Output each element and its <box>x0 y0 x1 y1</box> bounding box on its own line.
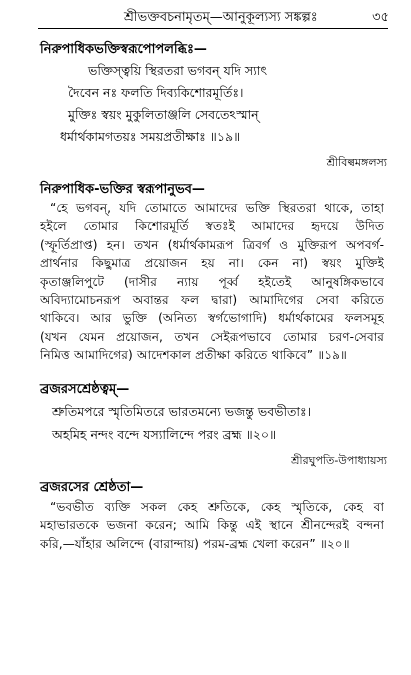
text-line: হইলে তোমার কিশোরমূর্তি স্বতঃই আমাদের হৃদয়ে উদিত <box>40 219 384 234</box>
attribution: শ্রীরঘুপতি-উপাধ্যায়স্য <box>291 454 387 467</box>
section-heading: নিরুপাধিকভক্তিস্বরূপোপলব্ধিঃ— <box>40 42 207 57</box>
text-line: মহাভারতকে ভজনা করেন; আমি কিন্তু এই স্থানে শ্রীনন্দেরই বন্দনা <box>40 518 384 533</box>
verse-line: অহমিহ নন্দং বন্দে যস্যালিন্দে পরং ব্রহ্ম ॥২০॥ <box>52 427 277 442</box>
text-line: কৃতাঞ্জলিপুটে (দাসীর ন্যায় পূর্ব্ব হইতেই আনুষঙ্গিকভাবে <box>40 274 384 289</box>
text-line: “ভবভীত ব্যক্তি সকল কেহ শ্রুতিকে, কেহ স্মৃতিকে, কেহ বা <box>50 500 384 514</box>
verse-line: শ্রুতিমপরে স্মৃতিমিতরে ভারতমন্যে ভজন্তু ভবভীতাঃ। <box>52 404 312 419</box>
verse-line: ধর্মার্থকামগতয়ঃ সময়প্রতীক্ষাঃ ॥১৯॥ <box>60 129 241 144</box>
page-number: ৩৫ <box>372 10 389 25</box>
text-line: (যখন যেমন প্রয়োজন, তখন সেইরূপভাবে তোমার চরণ-সেবার <box>40 329 384 344</box>
text-line: (স্ফূর্তিপ্রাপ্ত) হন। তখন (ধর্মার্থকামরূপ ত্রিবর্গ ও মুক্তিরূপ অপবর্গ- <box>40 237 384 252</box>
header-rule <box>38 28 388 29</box>
attribution: শ্রীবিল্বমঙ্গলস্য <box>326 156 387 169</box>
verse-line: মুক্তিঃ স্বয়ং মুকুলিতাঞ্জলি সেবতেঽস্মান্ <box>68 107 259 122</box>
section-heading: ব্রজরসশ্রেষ্ঠত্বম্— <box>40 382 130 397</box>
text-line: থাকিবে। আর ভুক্তি (অনিত্য স্বর্গভোগাদি) ধর্মার্থকামের ফলসমূহ <box>40 311 384 326</box>
text-line: অবিদ্যামোচনরূপ অবান্তর ফল দ্বারা) আমাদিগের সেবা করিতে <box>40 293 384 308</box>
text-line: প্রার্থনার কিছুমাত্র প্রয়োজন হয় না। কেন না) স্বয়ং মুক্তিই <box>40 256 384 271</box>
text-line: করি,—যাঁহার অলিন্দে (বারান্দায়) পরম-ব্রহ্ম খেলা করেন” ॥২০॥ <box>40 536 350 551</box>
section-heading: ব্রজরসের শ্রেষ্ঠতা— <box>40 480 144 495</box>
verse-line: দৈবেন নঃ ফলতি দিব্যকিশোরমূর্তিঃ। <box>68 85 244 100</box>
translation-paragraph <box>40 498 384 553</box>
text-line: “হে ভগবন্, যদি তোমাতে আমাদের ভক্তি স্থিরতরা থাকে, তাহা <box>50 201 384 215</box>
translation-paragraph <box>40 199 384 365</box>
section-heading: নিরুপাধিক-ভক্তির স্বরূপানুভব— <box>40 182 205 197</box>
text-line: নিমিত্ত আমাদিগের) আদেশকাল প্রতীক্ষা করিতে থাকিবে” ॥১৯॥ <box>40 348 347 363</box>
verse-line: ভক্তিস্ত্বয়ি স্থিরতরা ভগবন্ যদি স্যাৎ <box>88 63 268 78</box>
running-header: শ্রীভক্তবচনামৃতম্—আনুকূল্যস্য সঙ্কল্পঃ <box>124 10 318 25</box>
